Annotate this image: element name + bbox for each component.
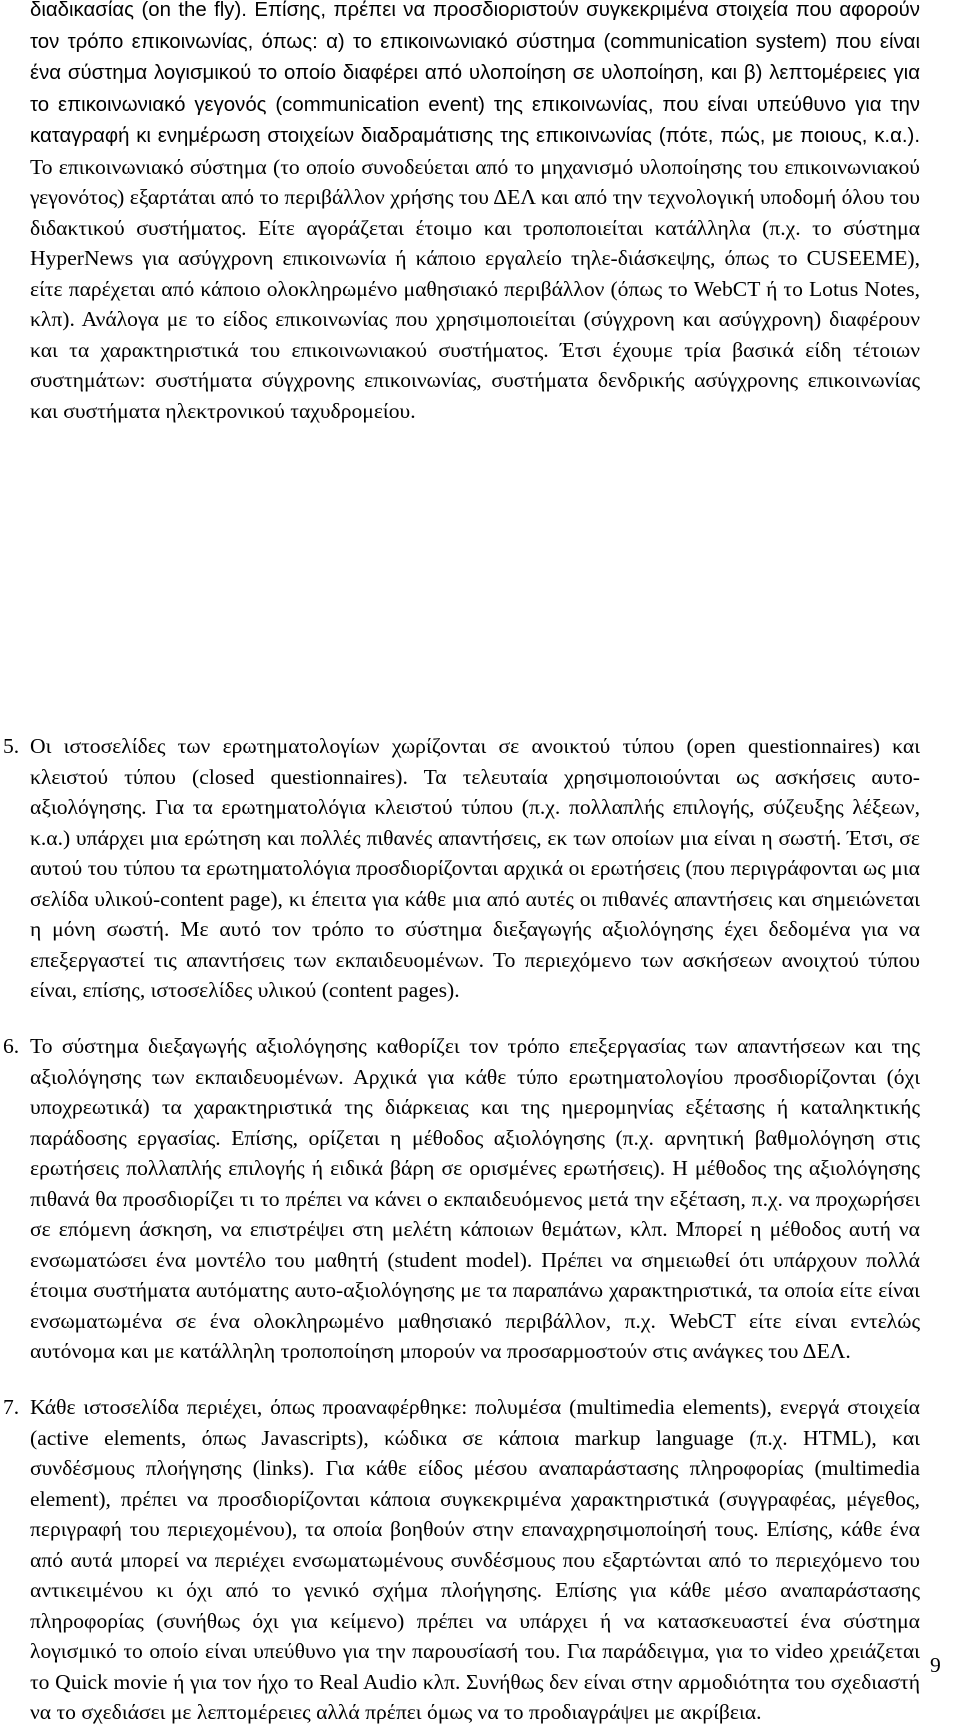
list-item [0, 1392, 960, 1728]
list-item-number: 6. [3, 1034, 20, 1058]
list-item-text: Το σύστημα διεξαγωγής αξιολόγησης καθορίζει τον τρόπο επεξεργασίας των απαντήσεων και της αξιολόγησης των εκπαιδευομένων. Αρχικά για κάθε τύπο ερωτηματολογίου προσδιορίζονται (όχι υποχρεωτικά) τα χαρακτηριστικά της διάρκειας και της ημερομηνίας εξέτασης ή καταληκτικής παράδοσης εργασίας. Επίσης, ορίζεται η μέθοδος αξιολόγησης (π.χ. αρνητική βαθμολόγηση στις ερωτήσεις πολλαπλής επιλογής ή ειδικά βάρη σε ορισμένες ερωτήσεις). Η μέθοδος της αξιολόγησης πιθανά θα προσδιορίζει τι το πρέπει να κάνει ο εκπαιδευόμενος μετά την εξέταση, π.χ. να προχωρήσει σε επόμενη άσκηση, να επιστρέψει στη μελέτη κάποιων θεμάτων, κλπ. Μπορεί η μέθοδος αυτή να ενσωματώσει ένα μοντέλο του μαθητή (student model). Πρέπει να σημειωθεί ότι υπάρχουν πολλά έτοιμα συστήματα αυτόματης αυτο-αξιολόγησης με τα παραπάνω χαρακτηριστικά, τα οποία είτε είναι ενσωματωμένα σε ένα ολοκληρωμένο μαθησιακό περιβάλλον, π.χ. WebCT είτε είναι εντελώς αυτόνομα και με κατάλληλη τροποποίηση μπορούν να προσαρμοστούν στις ανάγκες του ΔΕΛ. [30, 1034, 920, 1363]
list-item [0, 1031, 960, 1367]
list-item [0, 731, 960, 1006]
intro-paragraph [0, 0, 960, 426]
intro-sans-text: διαδικασίας (on the fly). Επίσης, πρέπει να προσδιοριστούν συγκεκριμένα στοιχεία που αφορούν τον τρόπο επικοινωνίας, όπως: α) το επικοινωνιακό σύστημα (communication system) που είναι ένα σύστημα λογισμικού το οποίο διαφέρει από υλοποίηση σε υλοποίηση, και β) λεπτομέρειες για το επικοινωνιακό γεγονός (communication event) της επικοινωνίας, που είναι υπεύθυνο για την καταγραφή κι ενημέρωση στοιχείων διαδραμάτισης της επικοινωνίας (πότε, πώς, με ποιους, κ.α.). [30, 0, 920, 147]
intro-serif-text: Το επικοινωνιακό σύστημα (το οποίο συνοδεύεται από το μηχανισμό υλοποίησης του επικοινωνιακού γεγονότος) εξαρτάται από το περιβάλλον χρήσης του ΔΕΛ και από την τεχνολογική υποδομή όλου του διδακτικού συστήματος. Είτε αγοράζεται έτοιμο και τροποποιείται κατάλληλα (π.χ. το σύστημα HyperNews για ασύγχρονη επικοινωνία ή κάποιο εργαλείο τηλε-διάσκεψης, όπως το CUSEEME), είτε παρέχεται από κάποιο ολοκληρωμένο μαθησιακό περιβάλλον (όπως το WebCT ή το Lotus Notes, κλπ). Ανάλογα με το είδος επικοινωνίας που χρησιμοποιείται (σύγχρονη και ασύγχρονη) διαφέρουν και τα χαρακτηριστικά του επικοινωνιακού συστήματος. Έτσι έχουμε τρία βασικά είδη τέτοιων συστημάτων: συστήματα σύγχρονης επικοινωνίας, συστήματα δενδρικής ασύγχρονης επικοινωνίας και συστήματα ηλεκτρονικού ταχυδρομείου. [30, 154, 920, 423]
list-item-text: Οι ιστοσελίδες των ερωτηματολογίων χωρίζονται σε ανοικτού τύπου (open questionnaires) και κλειστού τύπου (closed questionnaires). Τα τελευταία χρησιμοποιούνται ως ασκήσεις αυτο-αξιολόγησης. Για τα ερωτηματολόγια κλειστού τύπου (π.χ. πολλαπλής επιλογής, σύζευξης λέξεων, κ.α.) υπάρχει μια ερώτηση και πολλές πιθανές απαντήσεις, εκ των οποίων μια είναι η σωστή. Έτσι, σε αυτού του τύπου τα ερωτηματολόγια προσδιορίζονται αρχικά οι ερωτήσεις (που περιγράφονται ως μια σελίδα υλικού-content page), κι έπειτα για κάθε μια από αυτές οι πιθανές απαντήσεις και σημειώνεται η μόνη σωστή. Με αυτό τον τρόπο το σύστημα διεξαγωγής αξιολόγησης έχει δεδομένα για να επεξεργαστεί τις απαντήσεις των εκπαιδευομένων. Το περιεχόμενο των ασκήσεων ανοιχτού τύπου είναι, επίσης, ιστοσελίδες υλικού (content pages). [30, 734, 920, 1002]
list-item-number: 7. [3, 1395, 20, 1419]
list-item-number: 5. [3, 734, 20, 758]
list-item-text: Κάθε ιστοσελίδα περιέχει, όπως προαναφέρθηκε: πολυμέσα (multimedia elements), ενεργά στοιχεία (active elements, όπως Javascripts), κώδικα σε κάποια markup language (π.χ. HTML), και συνδέσμους πλοήγησης (links). Για κάθε είδος μέσου αναπαράστασης πληροφορίας (multimedia element), πρέπει να προσδιορίζονται κάποια συγκεκριμένα χαρακτηριστικά (συγγραφέας, μέγεθος, περιγραφή του περιεχομένου), τα οποία βοηθούν στην επαναχρησιμοποίησή τους. Επίσης, κάθε ένα από αυτά μπορεί να περιέχει ενσωματωμένους συνδέσμους που εξαρτώνται από το περιεχόμενο του αντικειμένου κι όχι από το γενικό σχήμα πλοήγησης. Επίσης για κάθε μέσο αναπαράστασης πληροφορίας (συνήθως όχι για κείμενο) πρέπει να υπάρχει ή να κατασκευαστεί ένα σύστημα λογισμικό το οποίο είναι υπεύθυνο για την παρουσίασή του. Για παράδειγμα, για το video χρειάζεται το Quick movie ή για τον ήχο το Real Audio κλπ. Συνήθως δεν είναι στην αρμοδιότητα του σχεδιαστή να το σχεδιάσει με λεπτομέρειες αλλά πρέπει όμως να το προδιαγράψει με ακρίβεια. [30, 1395, 920, 1724]
page-number: 9 [930, 1653, 941, 1677]
